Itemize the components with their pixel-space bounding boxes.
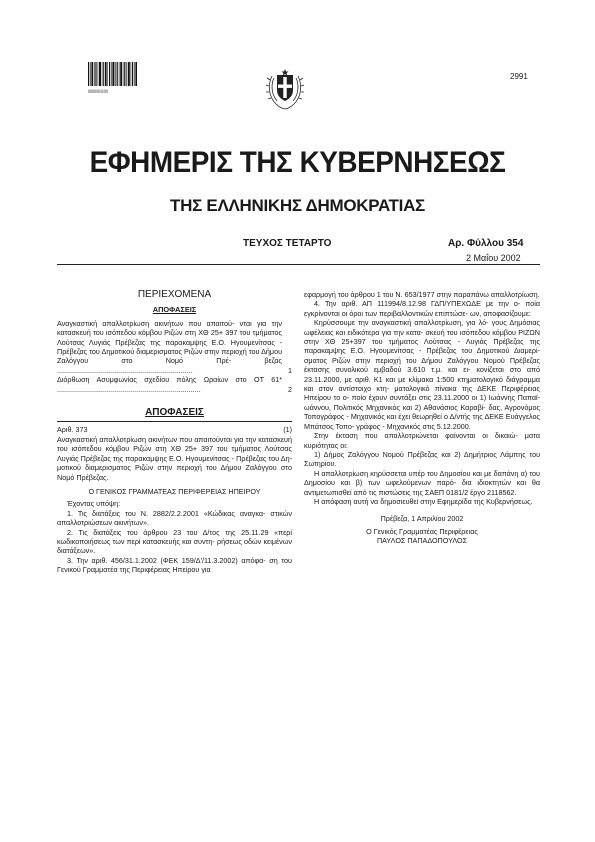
decisions-divider (57, 421, 292, 422)
gazette-title: ΕΦΗΜΕΡΙΣ ΤΗΣ ΚΥΒΕΡΝΗΣΕΩΣ (89, 146, 506, 179)
right-paragraph: εφαρμογή του άρθρου 1 του Ν. 653/1977 στην παραπάνω απαλλοτρίωση. (304, 290, 540, 299)
contents-subheading: ΑΠΟΦΑΣΕΙΣ (152, 305, 197, 315)
contents-heading: ΠΕΡΙΕΧΟΜΕΝΑ (137, 289, 212, 300)
contents-entry-page: 1 (288, 365, 292, 375)
left-paragraph: 1. Τις διατάξεις του Ν. 2882/2.2.2001 «Κώδικας αναγκα- στικών απαλλοτριώσεων ακινήτων». (57, 508, 292, 528)
right-paragraph: 1) Δήμος Ζαλόγγου Νομού Πρέβεζας και 2) Δημήτριος Λάμπης του Σωτηρίου. (304, 449, 540, 469)
contents-entry-text: Διόρθωση Ασυμφωνίας σχεδίου πόλης Ωραίων στο ΟΤ 61* ........................................................................ (57, 375, 282, 394)
signature-name: ΠΑΥΛΟΣ ΠΑΠΑΔΟΠΟΥΛΟΣ (376, 536, 468, 546)
barcode-text: ||||||||||||||||||| (88, 88, 108, 93)
issue-label: ΤΕΥΧΟΣ ΤΕΤΑΡΤΟ (243, 238, 332, 249)
sheet-number: Αρ. Φύλλου 354 (448, 238, 524, 249)
considering-label: Έχοντας υπόψη: (67, 499, 121, 509)
decision-authority: Ο ΓΕΝΙΚΟΣ ΓΡΑΜΜΑΤΕΑΣ ΠΕΡΙΦΕΡΕΙΑΣ ΗΠΕΙΡΟΥ (88, 486, 261, 496)
right-paragraph: 4. Την αριθ. ΑΠ 111994/8.12.98 ΓΔΠ/ΥΠΕΧΩΔΕ με την ο- ποία εγκρίνονται οι όροι των περιβαλλοντικών επιπτώσε- ων, αποφασίζουμε: (304, 299, 540, 318)
page-number: 2991 (510, 72, 528, 81)
left-column (57, 290, 292, 575)
contents-entry (57, 375, 292, 394)
right-paragraph: Στην έκταση που απαλλοτριώνεται φαίνονται οι δικαιώ- ματα κυριότητας οι: (304, 431, 540, 450)
signature-title: Ο Γενικός Γραμματέας Περιφέρειας (366, 526, 478, 536)
right-paragraph: Η απαλλοτρίωση κηρύσσεται υπέρ του Δημοσίου και με δαπάνη α) του Δημοσίου και β) των ωφελούμενων παρό- δια ιδιοκτητών και θα αντιμετωπισθεί από τις πιστώσεις της ΣΑΕΠ 0181/2 έργο 2118562. (304, 468, 540, 497)
left-paragraph: 3. Την αριθ. 456/31.1.2002 (ΦΕΚ 159/Δ'/11.3.2002) απόφα- ση του Γενικού Γραμματέα της Περιφέρειας Ηπείρου για (57, 555, 292, 575)
contents-entry (57, 319, 292, 375)
header-divider (57, 264, 540, 265)
hellenic-coat-of-arms-icon (264, 66, 306, 110)
contents-entry-page: 2 (288, 384, 292, 394)
left-paragraph: 2. Τις διατάξεις του άρθρου 23 του Δ/τος της 25.11.29 «περί κωδικοποιήσεως των περί κατασκευής και συντη- ρήσεως οδών κειμένων διατάξεων». (57, 527, 292, 556)
right-paragraph: Κηρύσσουμε την αναγκαστική απαλλοτρίωση, για λό- γους Δημόσιας ωφέλειας και ειδικότερα για την κατα- σκευή του ισόπεδου κόμβου ΡΙΖΩΝ στην ΧΘ 25+397 του τμήματος Λούτσας - Λυγιάς Πρέβεζας της παρακαμψης Ε.Ο. Ηγουμενίτσας - Πρέβεζας του Δημοτικού Διαμερί- σματος Ριζών στην περιοχή του Δήμου Ζαλόγγου Νομού Πρέβεζας έκτασης συνολικού εμβαδού 3.610 τ.μ. και ει- κονίζεται στο από 23.11.2000, με αριθ. Κ1 και με κλίμακα 1:500 κτηματολογικό διάγραμμα και στον αντίστοιχο κτη- ματολογικό πίνακα της ΔΕΚΕ Περιφέρειας Ηπείρου το ο- ποίο έχουν συντάξει στις 23.11.2000 οι 1) Ιωάννης Παπαϊ- ωάννου, Πολιτικός Μηχανικός και 2) Αθανάσιος Καραβί- δας, Αγρονόμος Τοπογράφος - Μηχανικός και έχει θεωρηθεί ο Δ/ντής της ΔΕΚΕ Ευάγγελος Μπάτσος Τοπο- γράφος - Μηχανικός στις 5.12.2000. (304, 318, 540, 431)
decision-number-suffix: (1) (283, 425, 292, 435)
signature-place-date: Πρέβεζα, 1 Απριλίου 2002 (380, 514, 464, 524)
contents-entry-text: Αναγκαστική απαλλοτρίωση ακινήτων που απαιτού- νται για την κατασκευή του ισόπεδου κόμβου Ριζών στη ΧΘ 25+ 397 του τμήματος Λούτσας Λυγιάς Πρέβεζας της παρακαμψης Ε.Ο. Ηγουμενίτσας - Πρέβεζας του Δημοτικού διαμερισματος Ριζών στην περιοχή του Δήμου Ζαλόγγου στο Νομό Πρέ- βεζας .................................................................... (57, 318, 282, 375)
gazette-subtitle: ΤΗΣ ΕΛΛΗΝΙΚΗΣ ΔΗΜΟΚΡΑΤΙΑΣ (170, 196, 425, 215)
right-paragraph: Η απόφαση αυτή να δημοσιευθεί στην Εφημερίδα της Κυβερνήσεως. (314, 496, 533, 506)
decision-number: Αριθ. 373 (57, 425, 88, 435)
decision-number-row (57, 425, 292, 434)
decision-summary: Αναγκαστική απαλλοτρίωση ακινήτων που απαιτούνται για την κατασκευή του ισόπεδου κόμβου Ριζών στη ΧΘ 25+ 397 του τμήματος Λούτσας Λυγιάς Πρέβεζας της παρακαμψης Ε.Ο. Ηγουμενίτσας - Πρέβεζας του Δη- μοτικού διαμερισματος Ριζών στην περιοχή του Δήμου Ζαλόγγου στο Νομό Πρέβεζας. (57, 434, 292, 482)
decisions-heading: ΑΠΟΦΑΣΕΙΣ (145, 407, 204, 419)
barcode (88, 62, 138, 86)
issue-date: 2 Μαΐου 2002 (466, 253, 521, 263)
right-column (304, 290, 540, 546)
